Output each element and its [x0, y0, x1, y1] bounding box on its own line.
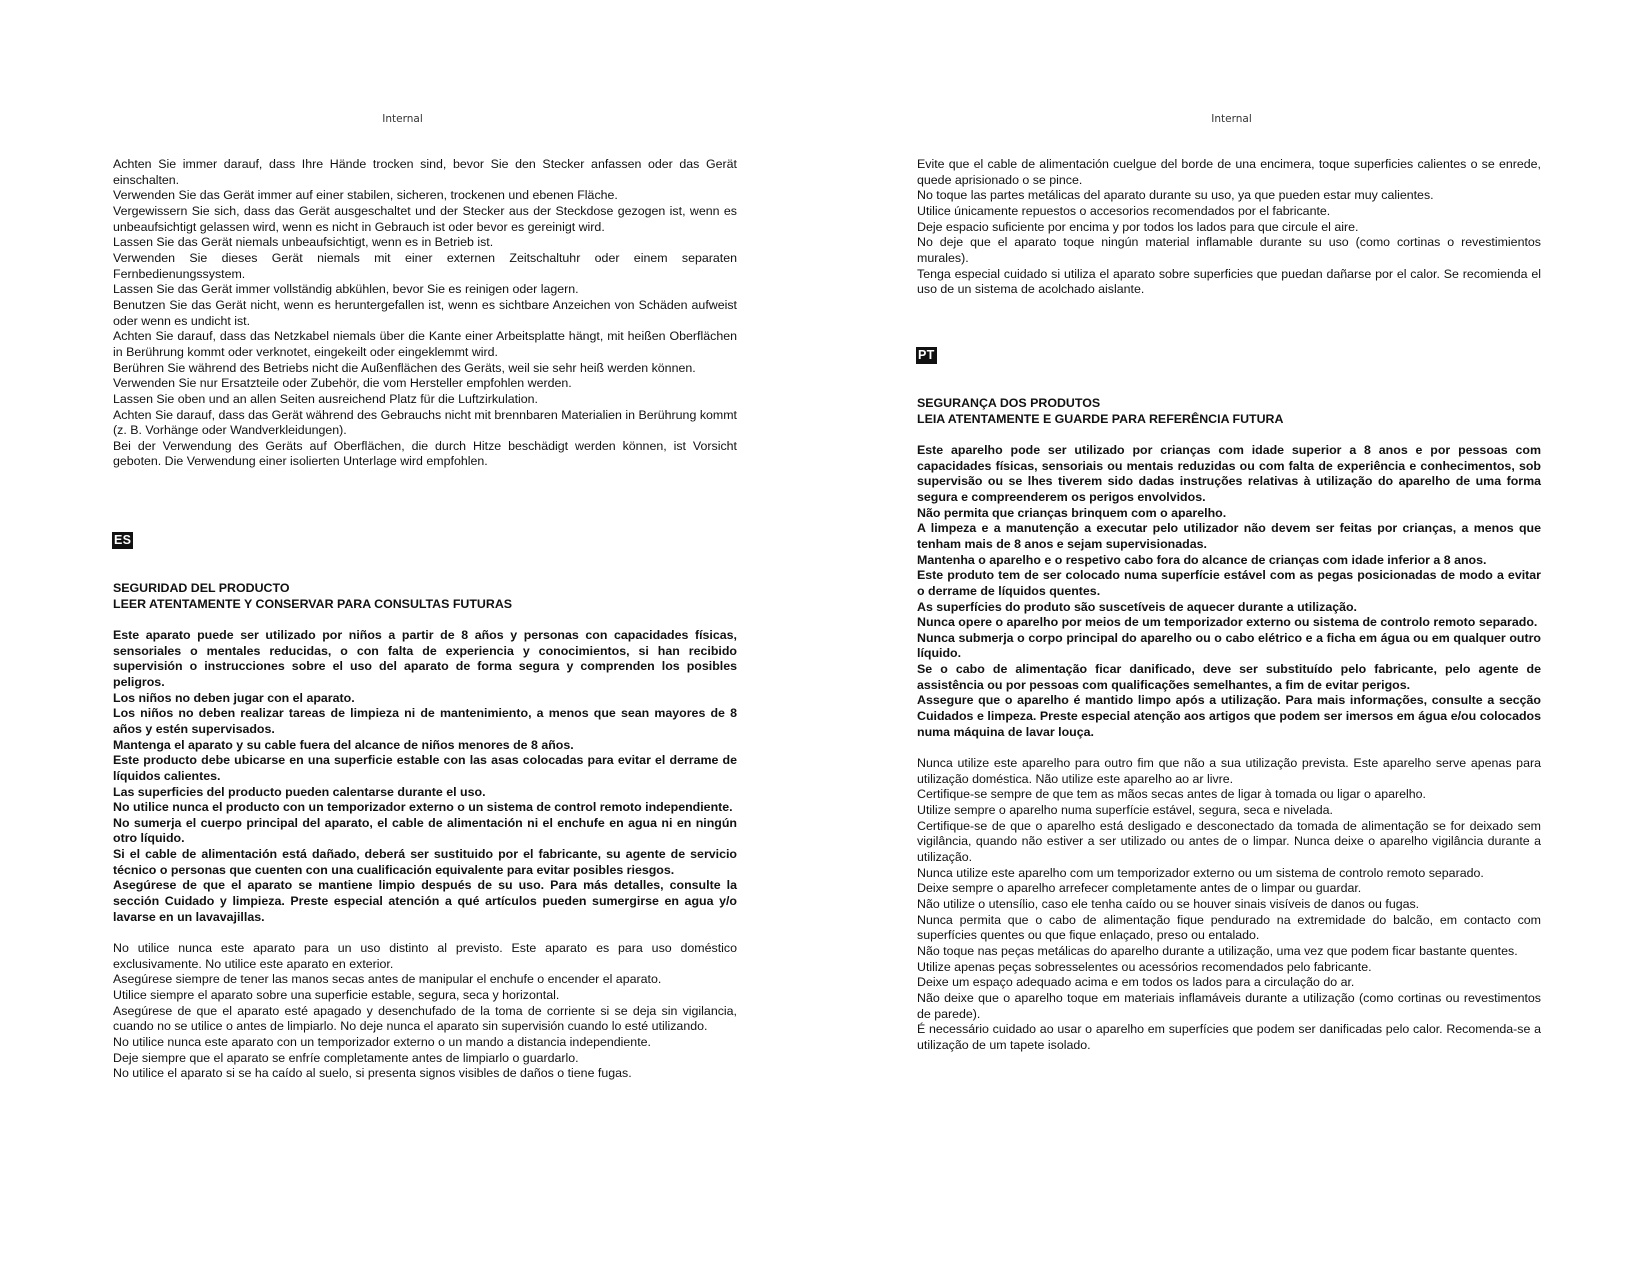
right-page [825, 0, 1650, 1275]
paragraph: Lassen Sie das Gerät immer vollständig abkühlen, bevor Sie es reinigen oder lagern. [113, 282, 579, 297]
paragraph: Mantenga el aparato y su cable fuera del alcance de niños menores de 8 años. [113, 737, 574, 752]
de-section [113, 157, 737, 470]
paragraph: Benutzen Sie das Gerät nicht, wenn es heruntergefallen ist, wenn es sichtbare Anzeichen von Schäden aufweist oder wenn es undicht ist. [113, 297, 737, 328]
paragraph: Achten Sie darauf, dass das Netzkabel niemals über die Kante einer Arbeitsplatte hängt, mit heißen Oberflächen in Berührung kommt oder verknotet, eingekeilt oder eingeklemmt wird. [113, 329, 737, 359]
paragraph: Certifique-se sempre de que tem as mãos secas antes de ligar à tomada ou ligar o aparelho. [917, 787, 1426, 802]
paragraph: Verwenden Sie das Gerät immer auf einer stabilen, sicheren, trockenen und ebenen Fläche. [113, 188, 618, 203]
paragraph: Não toque nas peças metálicas do aparelho durante a utilização, uma vez que podem ficar bastante quentes. [917, 943, 1518, 958]
paragraph: No utilice el aparato si se ha caído al suelo, si presenta signos visibles de daños o tiene fugas. [113, 1066, 632, 1081]
es-continued-section [917, 157, 1541, 298]
language-badge-es: ES [114, 533, 132, 547]
paragraph: No sumerja el cuerpo principal del aparato, el cable de alimentación ni el enchufe en agua ni en ningún otro líquido. [113, 815, 737, 846]
paragraph: Los niños no deben jugar con el aparato. [113, 690, 355, 705]
paragraph: Achten Sie immer darauf, dass Ihre Hände trocken sind, bevor Sie den Stecker anfassen oder das Gerät einschalten. [113, 157, 737, 187]
paragraph: No deje que el aparato toque ningún material inflamable durante su uso (como cortinas o revestimientos murales). [917, 235, 1541, 265]
section-title: SEGURANÇA DOS PRODUTOS [917, 396, 1101, 410]
paragraph: No utilice nunca este aparato con un temporizador externo o un mando a distancia independiente. [113, 1035, 651, 1049]
paragraph: Evite que el cable de alimentación cuelgue del borde de una encimera, toque superficies calientes o se enrede, quede aprisionado o se pince. [917, 157, 1541, 187]
page-header: Internal [382, 113, 423, 125]
paragraph: No toque las partes metálicas del aparato durante su uso, ya que pueden estar muy calientes. [917, 188, 1434, 203]
paragraph: Este produto tem de ser colocado numa superfície estável com as pegas posicionadas de modo a evitar o derrame de líquidos quentes. [917, 568, 1541, 598]
es-section [113, 581, 737, 1082]
paragraph: Tenga especial cuidado si utiliza el aparato sobre superficies que puedan dañarse por el calor. Se recomienda el uso de un sistema de acolchado aislante. [917, 266, 1541, 297]
section-subtitle: LEER ATENTAMENTE Y CONSERVAR PARA CONSULTAS FUTURAS [113, 596, 513, 611]
paragraph: No utilice nunca el producto con un temporizador externo o un sistema de control remoto independiente. [113, 800, 733, 815]
section-subtitle: LEIA ATENTAMENTE E GUARDE PARA REFERÊNCIA FUTURA [917, 411, 1284, 426]
section-title: SEGURIDAD DEL PRODUCTO [113, 581, 290, 595]
paragraph: Não deixe que o aparelho toque em materiais inflamáveis durante a utilização (como cortinas ou revestimentos de parede). [917, 990, 1541, 1021]
paragraph: Berühren Sie während des Betriebs nicht die Außenflächen des Geräts, weil sie sehr heiß werden können. [113, 360, 696, 375]
paragraph: Não permita que crianças brinquem com o aparelho. [917, 505, 1227, 520]
paragraph: Deje espacio suficiente por encima y por todos los lados para que circule el aire. [917, 219, 1359, 234]
paragraph: Não utilize o utensílio, caso ele tenha caído ou se houver sinais visíveis de danos ou fugas. [917, 896, 1420, 911]
paragraph: Se o cabo de alimentação ficar danificado, deve ser substituído pelo fabricante, pelo agente de assistência ou por pessoas com qualificações semelhantes, a fim de evitar perigos. [917, 662, 1541, 692]
page-header: Internal [1211, 113, 1252, 125]
paragraph: Verwenden Sie dieses Gerät niemals mit einer externen Zeitschaltuhr oder einem separaten Fernbedienungssystem. [113, 250, 737, 281]
paragraph: Verwenden Sie nur Ersatzteile oder Zubehör, die vom Hersteller empfohlen werden. [113, 376, 572, 391]
paragraph: Asegúrese de que el aparato se mantiene limpio después de su uso. Para más detalles, consulte la sección Cuidado y limpieza. Preste especial atención a qué artículos pueden sumergirse en agua y/o lavarse en un lavavajillas. [113, 878, 737, 924]
paragraph: Asegúrese de que el aparato esté apagado y desenchufado de la toma de corriente si se deja sin vigilancia, cuando no se utilice o antes de limpiarlo. No deje nunca el aparato sin supervisión cuando lo esté utilizando. [113, 1003, 737, 1034]
paragraph: Las superficies del producto pueden calentarse durante el uso. [113, 784, 486, 799]
paragraph: Assegure que o aparelho é mantido limpo após a utilização. Para mais informações, consulte a secção Cuidados e limpeza. Preste especial atenção aos artigos que podem ser imersos em água e/ou colocados numa máquina de lavar louça. [917, 693, 1541, 739]
pt-section [917, 396, 1541, 1054]
paragraph: Utilice siempre el aparato sobre una superficie estable, segura, seca y horizontal. [113, 988, 560, 1003]
paragraph: Este aparelho pode ser utilizado por crianças com idade superior a 8 anos e por pessoas com capacidades físicas, sensoriais ou mentais reduzidas ou com falta de experiência e conhecimentos, sob supervisão ou se lhes tiverem sido dadas instruções relativas à utilização do aparelho de uma forma segura e compreenderem os perigos envolvidos. [917, 442, 1541, 504]
paragraph: Nunca utilize este aparelho para outro fim que não a sua utilização prevista. Este aparelho serve apenas para utilização doméstica. Não utilize este aparelho ao ar livre. [917, 756, 1541, 786]
paragraph: Asegúrese siempre de tener las manos secas antes de manipular el enchufe o encender el aparato. [113, 972, 662, 987]
paragraph: Lassen Sie oben und an allen Seiten ausreichend Platz für die Luftzirkulation. [113, 391, 539, 406]
paragraph: Certifique-se de que o aparelho está desligado e desconectado da tomada de alimentação se for deixado sem vigilância, quando não estiver a ser utilizado ou antes de o limpar. Nunca deixe o aparelho vigilância durante a utilização. [917, 818, 1541, 864]
paragraph: É necessário cuidado ao usar o aparelho em superfícies que podem ser danificadas pelo calor. Recomenda-se a utilização de um tapete isolado. [917, 1022, 1541, 1052]
paragraph: Bei der Verwendung des Geräts auf Oberflächen, die durch Hitze beschädigt werden können, ist Vorsicht geboten. Die Verwendung einer isolierten Unterlage wird empfohlen. [113, 438, 737, 469]
language-badge-pt: PT [918, 348, 935, 362]
paragraph: Si el cable de alimentación está dañado, deberá ser sustituido por el fabricante, su agente de servicio técnico o personas que cuenten con una cualificación equivalente para evitar posibles riesgos. [113, 847, 737, 877]
paragraph: Utilize sempre o aparelho numa superfície estável, segura, seca e nivelada. [917, 803, 1333, 818]
paragraph: Nunca opere o aparelho por meios de um temporizador externo ou sistema de controlo remoto separado. [917, 615, 1538, 630]
paragraph: Los niños no deben realizar tareas de limpieza ni de mantenimiento, a menos que sean mayores de 8 años y estén supervisados. [113, 706, 737, 736]
paragraph: Deixe um espaço adequado acima e em todos os lados para a circulação do ar. [917, 975, 1355, 990]
paragraph: Mantenha o aparelho e o respetivo cabo fora do alcance de crianças com idade inferior a 8 anos. [917, 552, 1487, 567]
paragraph: Nunca submerja o corpo principal do aparelho ou o cabo elétrico e a ficha em água ou em qualquer outro líquido. [917, 630, 1541, 661]
paragraph: Deixe sempre o aparelho arrefecer completamente antes de o limpar ou guardar. [917, 881, 1362, 896]
paragraph: No utilice nunca este aparato para un uso distinto al previsto. Este aparato es para uso doméstico exclusivamente. No utilice este aparato en exterior. [113, 941, 737, 971]
paragraph: A limpeza e a manutenção a executar pelo utilizador não devem ser feitas por crianças, a menos que tenham mais de 8 anos e sejam supervisionadas. [917, 521, 1541, 551]
paragraph: Utilize apenas peças sobresselentes ou acessórios recomendados pelo fabricante. [917, 959, 1372, 974]
paragraph: Nunca permita que o cabo de alimentação fique pendurado na extremidade do balcão, em contacto com superfícies quentes ou que fique enlaçado, preso ou entalado. [917, 912, 1541, 943]
paragraph: Lassen Sie das Gerät niemals unbeaufsichtigt, wenn es in Betrieb ist. [113, 235, 494, 250]
paragraph: Vergewissern Sie sich, dass das Gerät ausgeschaltet und der Stecker aus der Steckdose gezogen ist, wenn es unbeaufsichtigt gelassen wird, wenn es nicht in Gebrauch ist oder bevor es gereinigt wird. [113, 203, 737, 234]
paragraph: Este aparato puede ser utilizado por niños a partir de 8 años y personas con capacidades físicas, sensoriales o mentales reducidas, o con falta de experiencia y conocimientos, si han recibido supervisión o instrucciones sobre el uso del aparato de forma segura y comprenden los posibles peligros. [113, 627, 737, 689]
paragraph: Nunca utilize este aparelho com um temporizador externo ou um sistema de controlo remoto separado. [917, 865, 1484, 880]
paragraph: Achten Sie darauf, dass das Gerät während des Gebrauchs nicht mit brennbaren Materialien in Berührung kommt (z. B. Vorhänge oder Wandverkleidungen). [113, 407, 737, 438]
paragraph: Utilice únicamente repuestos o accesorios recomendados por el fabricante. [917, 203, 1331, 218]
paragraph: Deje siempre que el aparato se enfríe completamente antes de limpiarlo o guardarlo. [113, 1050, 579, 1065]
paragraph: As superfícies do produto são suscetíveis de aquecer durante a utilização. [917, 599, 1358, 614]
paragraph: Este producto debe ubicarse en una superficie estable con las asas colocadas para evitar el derrame de líquidos calientes. [113, 753, 737, 783]
